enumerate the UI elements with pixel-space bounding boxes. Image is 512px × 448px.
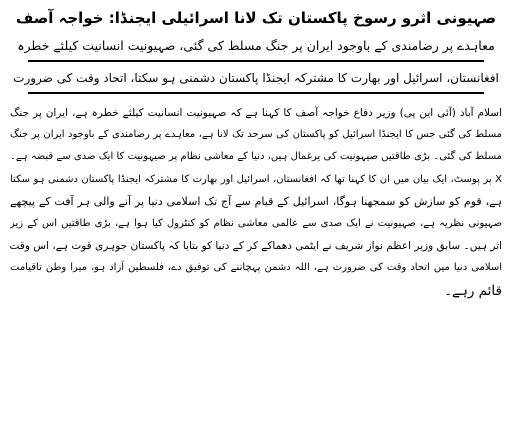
body-line: ہے، قوم کو سازش کو سمجھنا ہوگا، اسرائیل کے قیام سے آج تک اسلامی دنیا پر آنے والی ہر آفت کے پیچھے bbox=[10, 194, 502, 208]
body-line: مسلط کی گئی جس کا ایجنڈا اسرائیل کو پاکستان کی سرحد تک لانا ہے، معاہدے پر رضامندی کے باوجود ایران پر جنگ bbox=[10, 129, 502, 141]
body-line: صہیونی نظریہ ہے، صہیونیت نے ایک صدی سے عالمی معاشی نظام کو کنٹرول کیا ہوا ہے، بڑی طاقتیں اس کے زیر bbox=[10, 218, 502, 230]
article-body bbox=[10, 102, 502, 302]
body-line: اسلامی دنیا میں اتحاد وقت کی ضرورت ہے، اللہ دشمن پہچاننے کی توفیق دے، فلسطین آزاد ہو، میرا وطن تاقیامت bbox=[10, 262, 502, 274]
body-line: مسلط کی گئی۔ بڑی طاقتیں صیہونیت کی یرغمال ہیں، دنیا کے معاشی نظام پر صیہونیت کا ایک صدی سے قبضہ ہے۔ bbox=[10, 151, 502, 163]
divider-rule bbox=[28, 92, 484, 94]
body-line: X پر پوسٹ، ایک بیان میں ان کا کہنا تھا کہ افغانستان، اسرائیل اور بھارت کا مشترکہ ایجنڈا پاکستان دشمنی ہو سکتا bbox=[10, 173, 502, 185]
headline: صہیونی اثرو رسوخ پاکستان تک لانا اسرائیلی ایجنڈا: خواجہ آصف bbox=[15, 9, 497, 27]
body-line: اسلام آباد (آئی این پی) وزیر دفاع خواجہ آصف کا کہنا ہے کہ صہیونیت انسانیت کیلئے خطرہ ہے، ایران پر جنگ bbox=[10, 107, 502, 119]
body-line: اثر ہیں۔ سابق وزیر اعظم نواز شریف نے ایٹمی دھماکے کر کے دنیا کو بتایا کہ پاکستان جوہری قوت ہے، اس وقت bbox=[10, 240, 502, 253]
divider-rule bbox=[28, 60, 484, 62]
body-line: قائم رہے۔ bbox=[444, 282, 502, 299]
subheadline-2: افغانستان، اسرائیل اور بھارت کا مشترکہ ایجنڈا پاکستان دشمنی ہو سکتا، اتحاد وقت کی ضرورت bbox=[13, 71, 499, 85]
subheadline-1: معاہدے پر رضامندی کے باوجود ایران پر جنگ مسلط کی گئی، صہیونیت انسانیت کیلئے خطرہ bbox=[17, 38, 495, 53]
